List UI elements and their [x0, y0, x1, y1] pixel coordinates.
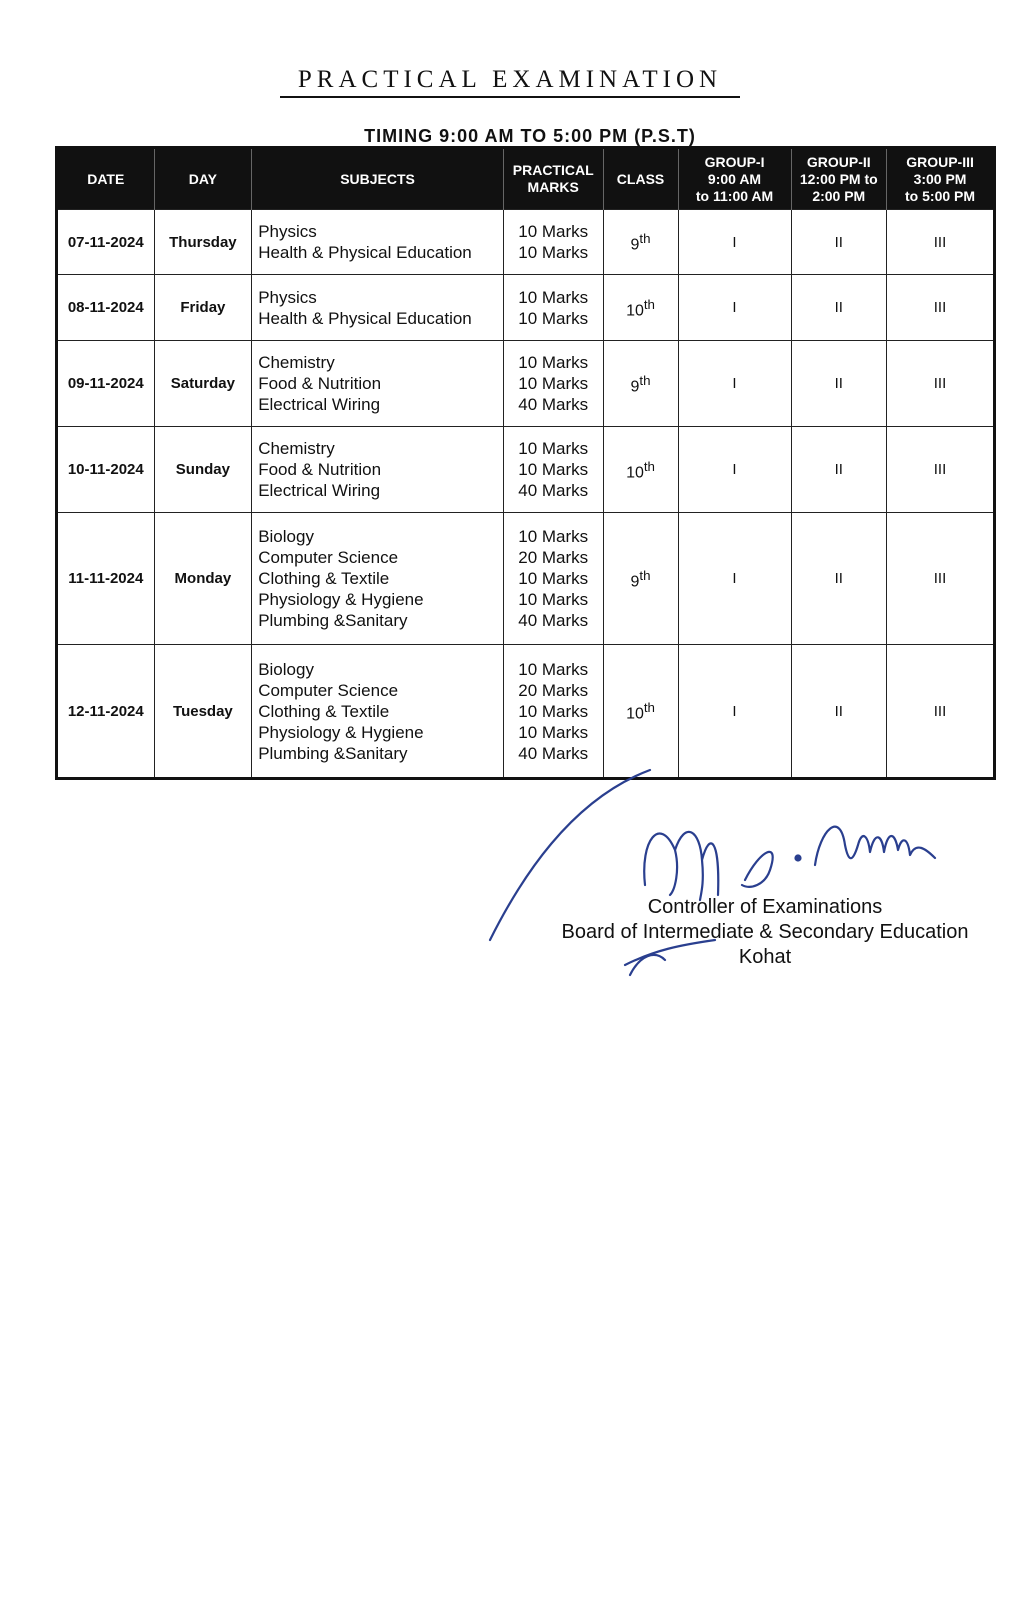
group-1-cell: I — [678, 645, 791, 779]
subject-item: Physiology & Hygiene — [258, 722, 424, 742]
class-number: 10 — [626, 705, 644, 723]
marks-item: 10 Marks — [518, 701, 589, 721]
group-3-cell: III — [887, 427, 995, 513]
header-group-1-line: GROUP-I — [704, 153, 765, 170]
marks-item: 20 Marks — [518, 680, 589, 700]
header-day: DAY — [154, 148, 252, 210]
group-3-cell: III — [887, 341, 995, 427]
header-date: DATE — [57, 148, 155, 210]
table-row — [57, 427, 995, 513]
header-group-2 — [791, 148, 887, 210]
subject-item: Clothing & Textile — [258, 701, 390, 721]
marks-item: 40 Marks — [518, 611, 589, 630]
marks-cell — [503, 513, 603, 645]
class-suffix: th — [643, 700, 655, 716]
subject-item: Electrical Wiring — [258, 395, 381, 414]
subject-item: Biology — [258, 527, 314, 546]
marks-item: 10 Marks — [518, 439, 589, 458]
class-cell — [603, 513, 678, 645]
day-cell: Saturday — [154, 341, 252, 427]
marks-item: 10 Marks — [518, 569, 589, 588]
subject-item: Food & Nutrition — [258, 374, 382, 393]
marks-item: 20 Marks — [518, 548, 589, 567]
marks-item: 10 Marks — [518, 590, 589, 609]
header-group-2-line: 2:00 PM — [812, 187, 866, 204]
marks-item: 40 Marks — [518, 481, 589, 500]
class-suffix: th — [639, 231, 651, 247]
marks-item: 40 Marks — [518, 395, 589, 414]
group-2-cell: II — [791, 513, 887, 645]
header-subjects: SUBJECTS — [252, 148, 504, 210]
header-group-3-line: to 5:00 PM — [905, 187, 976, 204]
marks-item: 10 Marks — [518, 659, 589, 679]
table-row — [57, 210, 995, 275]
class-suffix: th — [639, 567, 651, 583]
header-group-1 — [678, 148, 791, 210]
subjects-cell — [252, 427, 504, 513]
group-2-cell: II — [791, 210, 887, 275]
subjects-cell — [252, 275, 504, 341]
group-3-cell: III — [887, 275, 995, 341]
header-group-2-line: GROUP-II — [806, 153, 871, 170]
group-1-cell: I — [678, 210, 791, 275]
date-cell: 09-11-2024 — [57, 341, 155, 427]
date-cell: 08-11-2024 — [57, 275, 155, 341]
header-group-3-line: 3:00 PM — [913, 170, 967, 187]
subject-item: Electrical Wiring — [258, 481, 381, 500]
marks-item: 10 Marks — [518, 374, 589, 393]
subjects-cell — [252, 513, 504, 645]
day-cell: Tuesday — [154, 645, 252, 779]
table-row — [57, 275, 995, 341]
date-cell: 10-11-2024 — [57, 427, 155, 513]
date-cell: 07-11-2024 — [57, 210, 155, 275]
marks-item: 10 Marks — [518, 527, 589, 546]
class-cell — [603, 210, 678, 275]
group-2-cell: II — [791, 341, 887, 427]
subjects-cell — [252, 645, 504, 779]
class-cell — [603, 645, 678, 779]
marks-cell — [503, 210, 603, 275]
group-2-cell: II — [791, 427, 887, 513]
subject-item: Plumbing &Sanitary — [258, 743, 408, 763]
marks-cell — [503, 341, 603, 427]
subject-item: Clothing & Textile — [258, 569, 390, 588]
marks-cell — [503, 645, 603, 779]
group-3-cell: III — [887, 210, 995, 275]
marks-item: 10 Marks — [518, 243, 589, 262]
class-number: 9 — [630, 378, 640, 396]
marks-item: 10 Marks — [518, 353, 589, 372]
marks-item: 40 Marks — [518, 743, 589, 763]
group-1-cell: I — [678, 427, 791, 513]
table-row — [57, 341, 995, 427]
page-title: PRACTICAL EXAMINATION — [280, 66, 740, 98]
class-cell — [603, 275, 678, 341]
group-2-cell: II — [791, 645, 887, 779]
subject-item: Physics — [258, 287, 317, 307]
header-group-1-line: to 11:00 AM — [695, 187, 774, 204]
exam-schedule-table — [55, 146, 996, 780]
class-suffix: th — [639, 372, 651, 388]
subject-item: Physiology & Hygiene — [258, 590, 424, 609]
subject-item: Computer Science — [258, 680, 399, 700]
subject-item: Health & Physical Education — [258, 243, 472, 262]
group-2-cell: II — [791, 275, 887, 341]
subject-item: Chemistry — [258, 439, 335, 458]
table-row — [57, 645, 995, 779]
class-number: 9 — [630, 236, 640, 254]
table-row — [57, 513, 995, 645]
class-number: 10 — [626, 302, 644, 320]
group-3-cell: III — [887, 645, 995, 779]
group-1-cell: I — [678, 275, 791, 341]
subject-item: Food & Nutrition — [258, 460, 382, 479]
signatory-city: Kohat — [738, 946, 792, 968]
header-group-2-line: 12:00 PM to — [799, 170, 878, 187]
subject-item: Chemistry — [258, 353, 335, 372]
subject-item: Biology — [258, 659, 314, 679]
date-cell: 11-11-2024 — [57, 513, 155, 645]
marks-item: 10 Marks — [518, 308, 589, 328]
marks-item: 10 Marks — [518, 722, 589, 742]
header-marks — [503, 148, 603, 210]
subject-item: Plumbing &Sanitary — [258, 611, 408, 630]
marks-item: 10 Marks — [518, 460, 589, 479]
subject-item: Computer Science — [258, 548, 399, 567]
header-group-3-line: GROUP-III — [906, 153, 974, 170]
day-cell: Friday — [154, 275, 252, 341]
subject-item: Health & Physical Education — [258, 308, 472, 328]
class-suffix: th — [643, 296, 655, 312]
group-1-cell: I — [678, 341, 791, 427]
date-cell: 12-11-2024 — [57, 645, 155, 779]
class-suffix: th — [643, 458, 655, 474]
day-cell: Sunday — [154, 427, 252, 513]
header-class: CLASS — [603, 148, 678, 210]
group-3-cell: III — [887, 513, 995, 645]
day-cell: Monday — [154, 513, 252, 645]
signatory-organization: Board of Intermediate & Secondary Education — [561, 921, 969, 943]
signature-block — [540, 895, 990, 970]
marks-cell — [503, 275, 603, 341]
header-group-1-line: 9:00 AM — [707, 170, 762, 187]
marks-item: 10 Marks — [518, 287, 589, 307]
header-marks-line: MARKS — [527, 179, 579, 195]
class-cell — [603, 427, 678, 513]
class-number: 9 — [630, 573, 640, 591]
subject-item: Physics — [258, 222, 317, 241]
header-group-3 — [887, 148, 995, 210]
subjects-cell — [252, 210, 504, 275]
day-cell: Thursday — [154, 210, 252, 275]
subjects-cell — [252, 341, 504, 427]
marks-item: 10 Marks — [518, 222, 589, 241]
signatory-title: Controller of Examinations — [647, 896, 883, 918]
group-1-cell: I — [678, 513, 791, 645]
header-marks-line: PRACTICAL — [512, 162, 594, 178]
marks-cell — [503, 427, 603, 513]
class-cell — [603, 341, 678, 427]
timing-subtitle: TIMING 9:00 AM TO 5:00 PM (P.S.T) — [364, 126, 696, 146]
table-header-row — [57, 148, 995, 210]
class-number: 10 — [626, 464, 644, 482]
